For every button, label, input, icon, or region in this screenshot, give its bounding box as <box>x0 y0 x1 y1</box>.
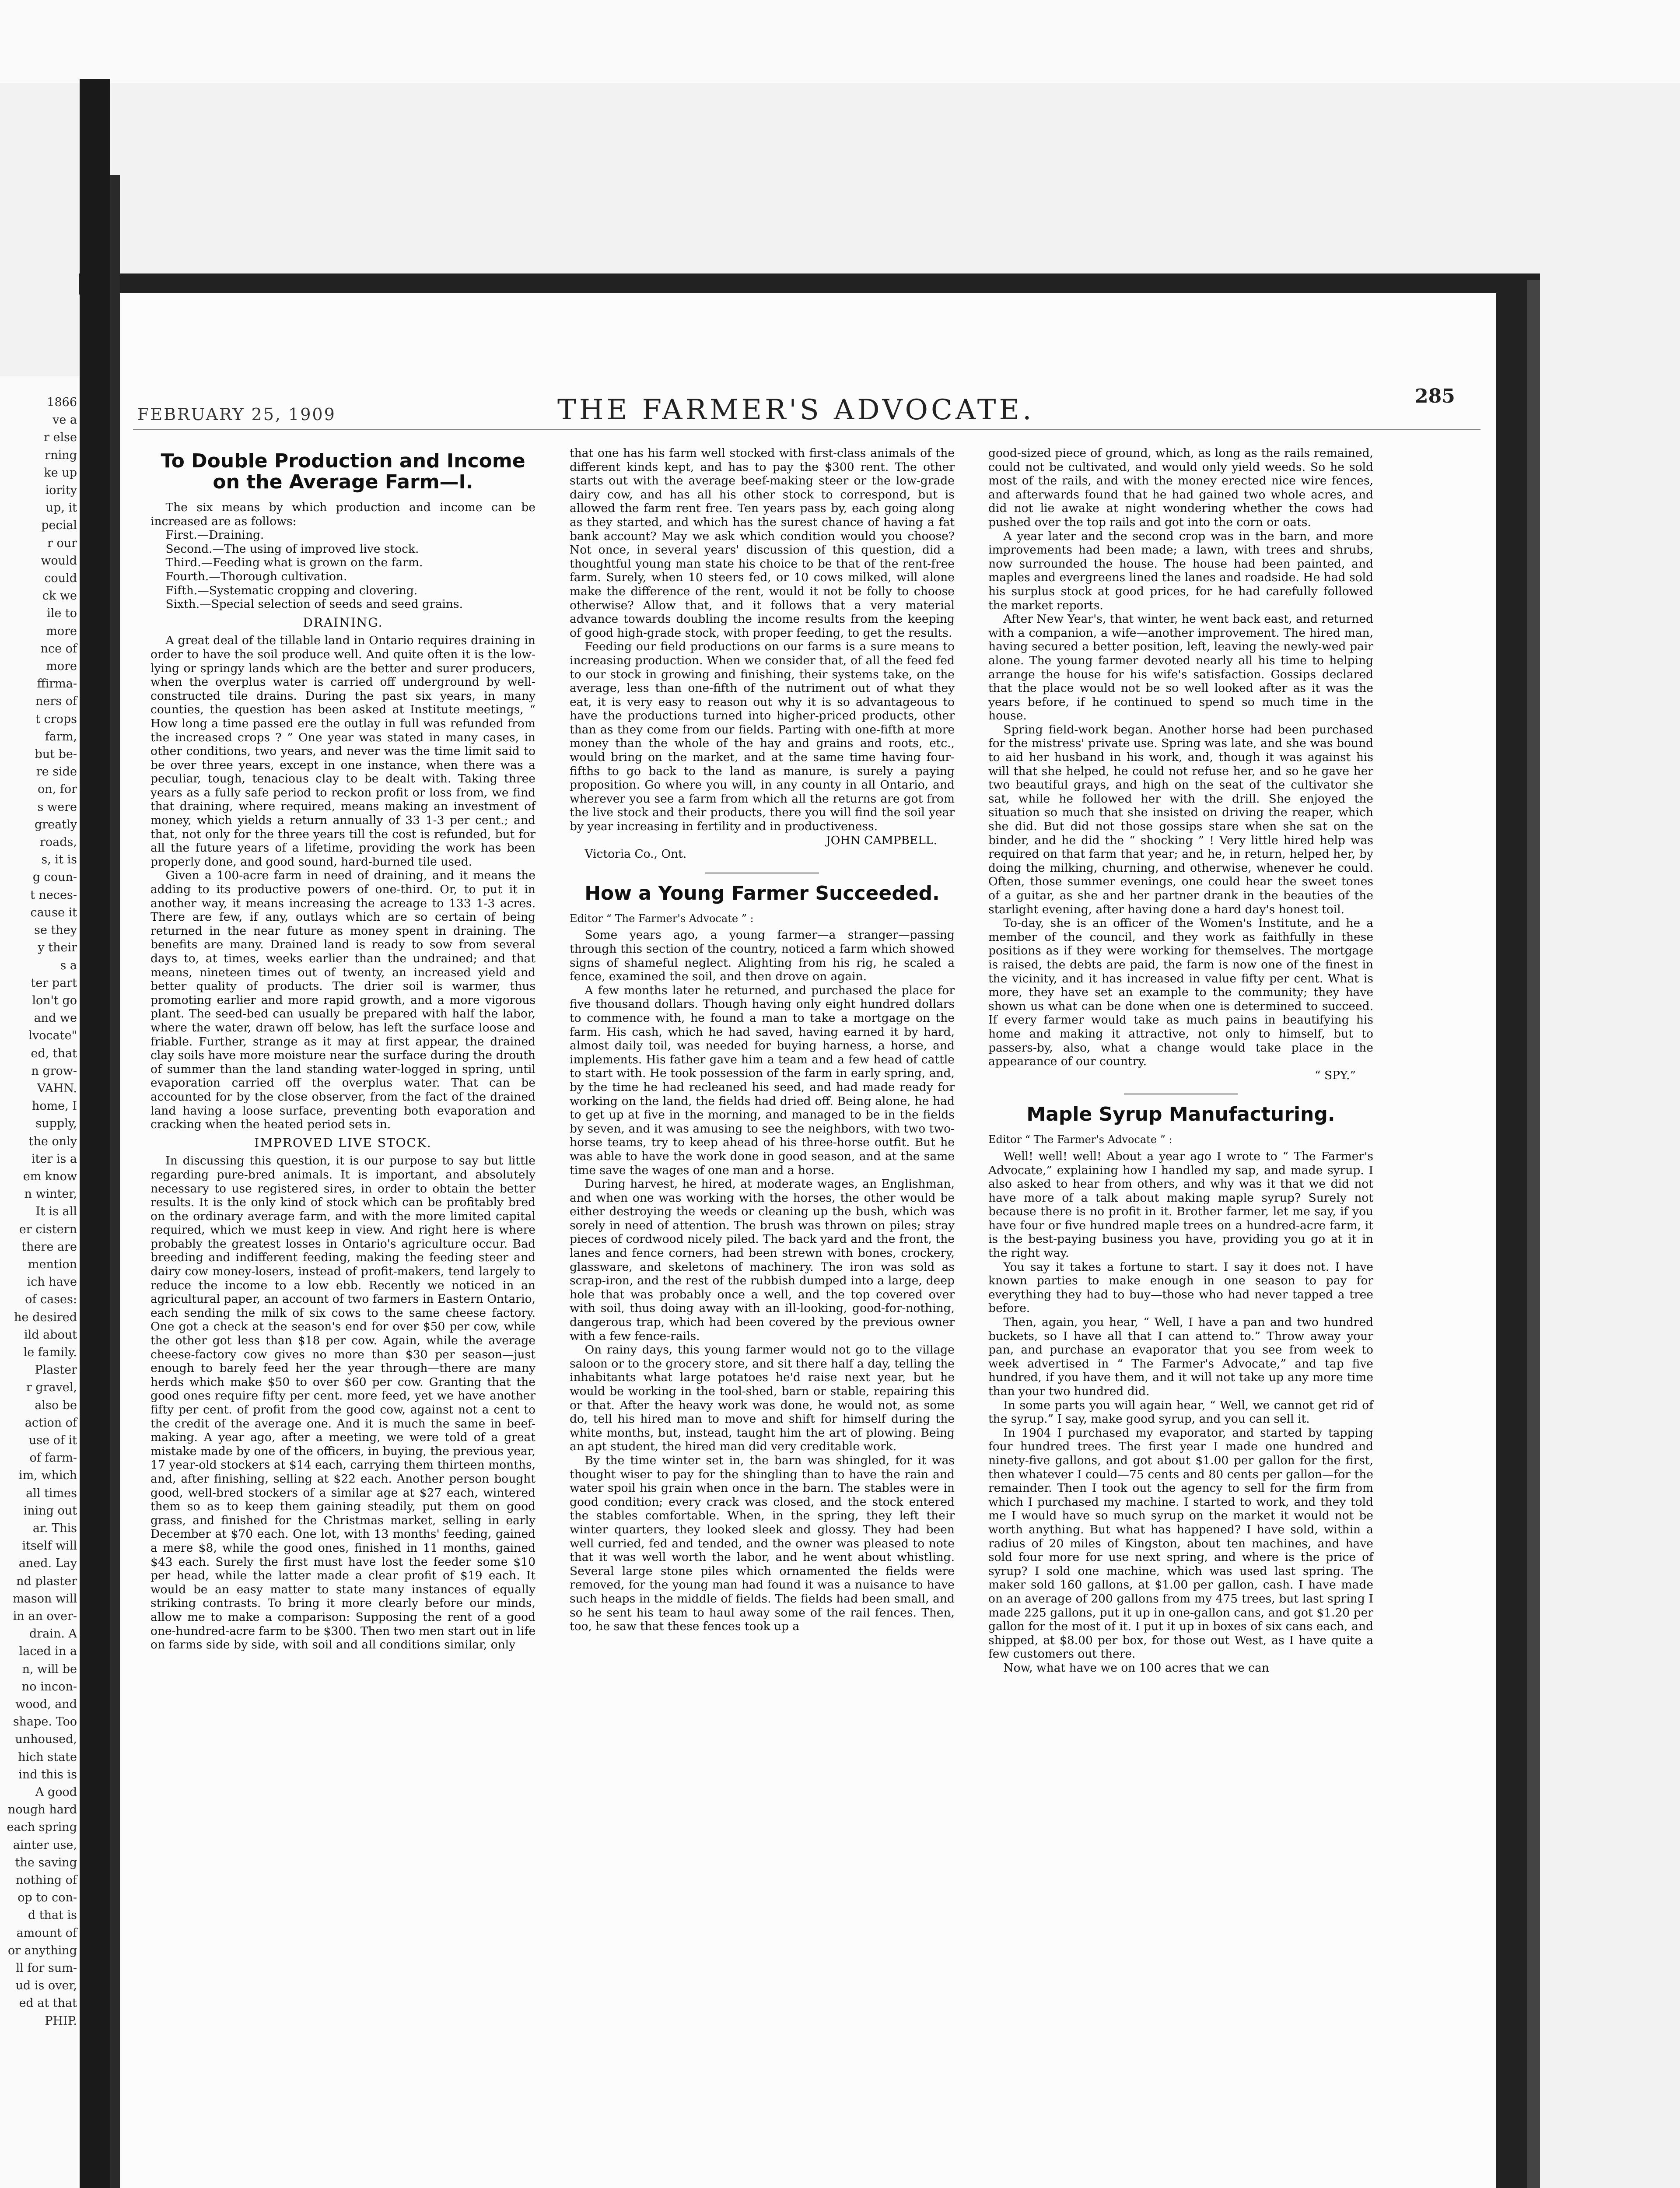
paragraph: In discussing this question, it is our purpose to say but little regarding pure-bred animals. It is important, and absolutely necessary to use registered sires, in order to obtain the better results. It is the only kind of stock which can be profitably bred on the ordinary average farm, and with the more limited capital required, which we must keep in view. And right here is where probably the greatest losses in Ontario's agriculture occur. Bad breeding and indifferent feeding, making the feeding steer and dairy cow money-losers, instead of profit-makers, tend largely to reduce the income to a low ebb. Recently we noticed in an agricultural paper, an account of two farmers in Eastern Ontario, each sending the milk of six cows to the same cheese factory. One got a check at the season's end for over $50 per cow, while the other got less than $18 per cow. Again, while the average cheese-factory cow gives no more than $30 per season—just enough to barely feed her the year through—there are many herds which make $50 to over $60 per cow. Granting that the good ones require fifty per cent. more feed, yet we have another fifty per cent. of profit from the good cow, against not a cent to the credit of the average one. And it is much the same in beef-making. A year ago, after a meeting, we were told of a great mistake made by one of the officers, in buying, the previous year, 17 year-old stockers at $14 each, carrying them thirteen months, and, after finishing, selling at $22 each. Another person bought good, well-bred stockers of a similar age at $27 each, wintered them so as to keep them gaining steadily, put them on good grass, and finished for the Christmas market, selling in early December at $70 each. One lot, with 13 months' feeding, gained a mere $8, while the good ones, finished in 11 months, gained $43 each. Surely the first must have lost the feeder some $10 per head, while the latter made a clear profit of $19 each. It would be an easy matter to state many instances of equally striking contrasts. To bring it more clearly before our minds, allow me to make a comparison: Supposing the rent of a good one-hundred-acre farm to be $300. Then two men start out in life on farms side by side, with soil and all conditions similar, only <box>150 1154 536 1652</box>
left-page-line: er cistern <box>19 1222 77 1236</box>
top-margin <box>0 0 1680 83</box>
page-right-shadow-edge <box>1527 280 1540 2188</box>
column-1 <box>150 446 536 1652</box>
left-page-line: there are <box>21 1240 77 1254</box>
left-page-line: VAHN. <box>37 1081 77 1095</box>
left-partial-page <box>0 376 80 2188</box>
left-page-line: ll for sum- <box>16 1961 77 1975</box>
left-page-line: n winter, <box>24 1187 77 1201</box>
paragraph: Well! well! well! About a year ago I wrote to “ The Farmer's Advocate,” explaining how I handled my sap, and made syrup. I also asked to hear from others, and why was it that we did not have more of a talk about making maple syrup? Surely not because there is no profit in it. Brother farmer, let me say, if you have four or five hundred maple trees on a hundred-acre farm, it is the best-paying business you have, providing you go at it in the right way. <box>988 1149 1373 1260</box>
article-headline: To Double Production and Income on the Average Farm—I. <box>161 450 525 493</box>
book-gutter <box>80 79 110 2188</box>
list-item: First.—Draining. <box>165 528 264 542</box>
left-page-line: PHIP. <box>45 2014 77 2028</box>
left-page-line: but be- <box>35 747 77 761</box>
left-page-line: n, will be <box>22 1662 77 1676</box>
left-page-line: greatly <box>34 817 77 831</box>
left-page-line: no incon- <box>21 1680 77 1694</box>
left-page-line: mason will <box>13 1592 77 1606</box>
left-page-line: or anything <box>7 1943 77 1957</box>
page-top-shadow <box>79 274 1540 295</box>
left-page-line: amount of <box>16 1926 77 1940</box>
editor-salutation: Editor “ The Farmer's Advocate ” : <box>570 912 754 925</box>
left-page-fragments <box>0 394 80 2030</box>
left-page-line: more <box>46 659 77 673</box>
left-page-line: t crops <box>35 712 77 726</box>
left-page-line: se they <box>34 923 77 937</box>
header-rule <box>133 429 1480 430</box>
page-right-shadow <box>1496 293 1527 2188</box>
left-page-line: ck we <box>42 589 77 603</box>
left-page-line: em know <box>23 1169 77 1183</box>
left-page-line: ainter use, <box>13 1838 77 1852</box>
book-gutter-edge <box>110 175 120 2188</box>
left-page-line: ed at that <box>19 1996 77 2010</box>
left-page-line: A good <box>35 1785 77 1799</box>
article-headline: How a Young Farmer Succeeded. <box>584 882 940 905</box>
left-page-line: ud is over, <box>15 1979 77 1993</box>
left-page-line: t neces- <box>30 888 77 902</box>
left-page-line: cause it <box>30 905 77 919</box>
article-headline: Maple Syrup Manufacturing. <box>1026 1103 1335 1126</box>
left-page-line: the only <box>28 1134 77 1148</box>
left-page-line: could <box>44 572 77 586</box>
paragraph: A year later and the second crop was in the barn, and more improvements had been made; a lawn, with trees and shrubs, now surrounded the house. The house had been painted, and maples and evergreens lined the lanes and roadside. He had sold his surplus stock at good prices, for he had carefully followed the market reports. <box>988 529 1373 612</box>
left-page-line: s a <box>60 958 77 972</box>
paragraph: A few months later he returned, and purchased the place for five thousand dollars. Though having only eight hundred dollars to commence with, he found a man to take a mortgage on the farm. His cash, which he had saved, having earned it by hard, almost daily toil, was needed for buying harness, a horse, and implements. His father gave him a team and a few head of cattle to start with. He took possession of the farm in early spring, and, by the time he had recleaned his seed, and had made ready for working on the land, the fields had dried off. Being alone, he had to get up at five in the morning, and managed to be in the fields by seven, and it was amusing to see the neighbors, with two two-horse teams, try to keep ahead of his three-horse outfit. But he was able to have the work done in good season, and at the same time save the wages of one man and a horse. <box>570 983 955 1177</box>
left-page-line: r else <box>44 431 77 445</box>
left-page-line: all times <box>26 1486 77 1500</box>
left-page-line: s, it is <box>41 853 77 867</box>
header-date: FEBRUARY 25, 1909 <box>137 405 336 424</box>
left-page-line: It is all <box>35 1205 77 1219</box>
left-page-line: the saving <box>15 1855 77 1869</box>
signature: JOHN CAMPBELL. <box>826 833 937 847</box>
left-page-line: y their <box>38 941 77 955</box>
paragraph: that one has his farm well stocked with first-class animals of the different kinds kept, and has to pay the $300 rent. The other starts out with the average beef-making steer or the low-grade dairy cow, and has all his other stock to correspond, but is allowed the farm rent free. Ten years pass by, each going along as they started, and which has the surest chance of having a fat bank account? May we ask which condition would you choose? Not once, in several years' discussion of this question, did a thoughtful young man state his choice to be that of the rent-free farm. Surely, when 10 steers fed, or 10 cows milked, will alone make the difference of the rent, would it not be folly to choose otherwise? Allow that, and it follows that a very material advance towards doubling the income results from the keeping of good high-grade stock, with proper feeding, to get the results. <box>570 446 955 640</box>
left-page-line: ners of <box>35 694 77 708</box>
left-page-line: ar. This <box>32 1522 77 1535</box>
left-page-line: s were <box>37 800 77 814</box>
left-page-line: use of it <box>28 1433 77 1447</box>
left-page-line: ed, that <box>31 1046 77 1060</box>
left-page-line: of cases: <box>25 1293 77 1307</box>
paragraph: Some years ago, a young farmer—a stranger—passing through this section of the country, noticed a farm which showed signs of shameful neglect. Alighting from his rig, he scaled a fence, examined the soil, and then drove on again. <box>570 928 955 984</box>
left-page-line: hich state <box>18 1750 77 1764</box>
left-page-line: he desired <box>14 1310 77 1324</box>
paragraph: On rainy days, this young farmer would not go to the village saloon or to the grocery store, and sit there half a day, telling the inhabitants what large potatoes he'd raise next year, but he would be working in the tool-shed, barn or stable, repairing this or that. After the heavy work was done, he would not, as some do, tell his hired man to move and shift for himself during the white months, but, instead, taught him the art of plowing. Being an apt student, the hired man did very creditable work. <box>570 1343 955 1454</box>
article-intro: The six means by which production and income can be increased are as follows: <box>150 501 536 528</box>
left-page-line: nd plaster <box>16 1574 77 1588</box>
left-page-line: lvocate" <box>28 1029 77 1043</box>
paragraph: Given a 100-acre farm in need of draining, and it means the adding to its productive powers of one-third. Or, to put it in another way, it means increasing the acreage to 133 1-3 acres. There are few, if any, outlays which are so certain of being returned in the near future as money spent in draining. The benefits are many. Drained land is ready to sow from several days to, at times, weeks earlier than the undrained; and that means, nineteen times out of twenty, an increased yield and better quality of products. The drier soil is warmer, thus promoting earlier and more rapid growth, and a more vigorous plant. The seed-bed can usually be prepared with half the labor, where the water, drawn off below, has left the surface loose and friable. Further, strange as it may at first appear, the drained clay soils have more moisture near the surface during the drouth of summer than the land standing water-logged in spring, until evaporation carried off the overplus water. That can be accounted for by the close observer, from the fact of the drained land having a loose surface, preventing both evaporation and cracking when the heated period sets in. <box>150 869 536 1132</box>
left-page-line: le family. <box>23 1345 77 1359</box>
left-page-line: 1866 <box>47 396 77 409</box>
left-page-line: itself will <box>22 1539 77 1553</box>
dateline: Victoria Co., Ont. <box>584 847 687 861</box>
left-page-line: roads, <box>40 835 77 849</box>
section-heading: IMPROVED LIVE STOCK. <box>254 1135 432 1150</box>
paragraph: During harvest, he hired, at moderate wages, an Englishman, and when one was working with the horses, the other would be either destroying the weeds or cleaning up the bush, which was sorely in need of attention. The brush was thrown on piles; stray pieces of cordwood nicely piled. The back yard and the front, the lanes and fence corners, had been strewn with bones, crockery, glassware, and skeletons of machinery. The iron was sold as scrap-iron, and the rest of the rubbish dumped into a large, deep hole that was probably once a well, and the top covered over with soil, thus doing away with an ill-looking, good-for-nothing, dangerous trap, which had been covered by the previous owner with a few fence-rails. <box>570 1177 955 1343</box>
paragraph: Then, again, you hear, “ Well, I have a pan and two hundred buckets, so I have all that I can attend to.” Throw away your pan, and purchase an evaporator that you see from week to week advertised in “ The Farmer's Advocate,” and tap five hundred, if you have them, and it will not take up any more time than your two hundred did. <box>988 1315 1373 1398</box>
left-page-line: nce of <box>40 642 77 656</box>
left-page-line: ind this is <box>18 1767 77 1781</box>
list-item: Fifth.—Systematic cropping and clovering. <box>165 583 418 597</box>
paragraph: In 1904 I purchased my evaporator, and started by tapping four hundred trees. The first year I made one hundred and ninety-five gallons, and got about $1.00 per gallon for the first, then whatever I could—75 cents and 80 cents per gallon—for the remainder. Then I took out the agency to sell for the firm from which I purchased my machine. I started to work, and they told me I would have so much syrup on the market it would not be worth anything. But what has happened? I have sold, within a radius of 20 miles of Kingston, about ten machines, and have sold four more for use next spring, and where is the price of syrup? I sold one machine, which was used last spring. The maker sold 160 gallons, at $1.00 per gallon, cash. I have made on an average of 200 gallons from my 475 trees, but last spring I made 225 gallons, put it up in one-gallon cans, and got $1.20 per gallon for the most of it. I put it up in boxes of six cans each, and shipped, at $8.00 per box, for those out West, as I have quite a few customers out there. <box>988 1426 1373 1661</box>
left-page-line: nothing of <box>15 1873 77 1887</box>
left-page-line: ve a <box>52 413 77 427</box>
left-page-line: mention <box>28 1257 77 1271</box>
left-page-line: g coun- <box>32 870 77 884</box>
left-page-line: unhoused, <box>15 1732 77 1746</box>
signature: “ SPY.” <box>1314 1068 1356 1082</box>
left-page-line: ild about <box>24 1328 77 1342</box>
paragraph: good-sized piece of ground, which, as long as the rails remained, could not be cultivated, and would only yield weeds. So he sold most of the rails, and with the money erected nice wire fences, and afterwards found that he had gained two whole acres, and did not lie awake at night wondering whether the cows had pushed over the top rails and got into the corn or oats. <box>988 446 1373 529</box>
left-page-line: Plaster <box>35 1363 77 1377</box>
left-page-line: lon't go <box>32 993 77 1007</box>
left-page-line: and we <box>34 1011 77 1025</box>
paragraph: After New Year's, that winter, he went back east, and returned with a companion, a wife—another improvement. The hired man, having secured a better position, left, leaving the newly-wed pair alone. The young farmer devoted nearly all his time to helping arrange the house for his wife's satisfaction. Gossips declared that the place would not be so well looked after as it was the years before, if he continued to spend so much time in the house. <box>988 612 1373 723</box>
left-page-line: also be <box>35 1398 77 1412</box>
paragraph: Spring field-work began. Another horse had been purchased for the mistress' private use. Spring was late, and she was bound to aid her husband in his work, and, though it was against his will that she helped, he could not refuse her, and so he gave her two beautiful grays, and high on the seat of the cultivator she sat, while he followed her with the drill. She enjoyed the situation so much that she insisted on driving the reaper, which she did. But did not those gossips stare when she sat on the binder, and he did the “ shocking ” ! Very little hired help was required on that farm that year; and he, in return, helped her, by doing the milking, churning, and otherwise, whenever he could. Often, those summer evenings, one could hear the sweet tones of a guitar, as she and her partner drank in the beauties of the starlight evening, after having done a hard day's honest toil. <box>988 722 1373 916</box>
left-page-line: in an over- <box>13 1609 77 1623</box>
means-list <box>150 528 536 611</box>
left-page-line: re side <box>36 765 77 779</box>
left-page-line: n grow- <box>31 1064 77 1078</box>
left-page-line: ke up <box>44 466 77 480</box>
left-page-line: ffirma- <box>37 677 77 691</box>
left-page-line: ining out <box>23 1504 77 1518</box>
left-page-line: ile to <box>47 607 77 621</box>
left-page-line: farm, <box>45 729 77 743</box>
left-page-line: op to con- <box>18 1891 77 1905</box>
masthead-title: THE FARMER'S ADVOCATE. <box>557 394 1035 426</box>
editor-salutation: Editor “ The Farmer's Advocate ” : <box>988 1133 1172 1146</box>
left-page-line: wood, and <box>15 1697 77 1711</box>
list-item: Second.—The using of improved live stock. <box>165 542 419 556</box>
paragraph: Feeding our field productions on our farms is a sure means to increasing production. When we consider that, of all the feed fed to our stock in growing and finishing, their systems take, on the average, less than one-fifth of the nutriment out of what they eat, it is very easy to reason out why it is so advantageous to have the productions turned into higher-priced products, other than as they come from our fields. Parting with one-fifth at more money than the whole of the hay and grains and roots, etc., would bring on the market, and at the same time having four-fifths to go back to the land as manure, is surely a paying proposition. Go where you will, in any county in all Ontario, and wherever you see a farm from which all the returns are got from the live stock and their products, there you will find the soil year by year increasing in fertility and in productiveness. <box>570 640 955 834</box>
left-page-line: aned. Lay <box>18 1557 77 1571</box>
left-page-line: would <box>41 554 77 568</box>
left-page-line: shape. Too <box>13 1715 77 1729</box>
left-page-line: d that is <box>28 1908 77 1922</box>
list-item: Sixth.—Special selection of seeds and seed grains. <box>165 597 463 611</box>
paragraph: In some parts you will again hear, “ Well, we cannot get rid of the syrup.” I say, make good syrup, and you can sell it. <box>988 1398 1373 1426</box>
left-page-line: laced in a <box>19 1645 77 1659</box>
left-page-line: up, it <box>46 501 77 515</box>
paragraph: A great deal of the tillable land in Ontario requires draining in order to have the soil produce well. And quite often it is the low-lying or springy lands which are the better and surer producers, when the overplus water is carried off underground by well-constructed tile drains. During the past six years, in many counties, the question has been asked at Institute meetings, “ How long a time passed ere the outlay in full was refunded from the increased crops ? ” One year was stated in many cases, in other conditions, two years, and never was the time limit said to be over three years, except in one instance, when there was a peculiar, tough, tenacious clay to be dealt with. Taking three years as a fully safe period to reckon profit or loss from, we find that draining, where required, means making an investment of money, which yields a return annually of 33 1-3 per cent.; and that, not only for the three years till the cost is refunded, but for all the future years of a lifetime, providing the work has been properly done, and good sound, hard-burned tile used. <box>150 634 536 869</box>
left-page-line: on, for <box>38 782 77 796</box>
paragraph: You say it takes a fortune to start. I say it does not. I have known parties to make enough in one season to pay for everything they had to buy—those who had never tapped a tree before. <box>988 1260 1373 1315</box>
left-page-line: pecial <box>41 519 77 533</box>
left-page-line: each spring <box>7 1820 77 1834</box>
left-page-line: rning <box>45 448 77 462</box>
section-heading: DRAINING. <box>303 615 383 630</box>
left-page-line: home, I <box>32 1099 77 1113</box>
left-page-line: ich have <box>27 1275 77 1289</box>
left-page-line: iority <box>45 484 77 498</box>
column-2 <box>570 446 955 1634</box>
left-page-line: action of <box>24 1416 77 1430</box>
left-page-line: r our <box>47 536 77 550</box>
list-item: Third.—Feeding what is grown on the farm. <box>165 556 423 570</box>
column-3 <box>988 446 1373 1675</box>
left-page-line: drain. A <box>29 1627 77 1641</box>
left-page-line: more <box>46 624 77 638</box>
left-page-line: iter is a <box>31 1152 77 1166</box>
left-page-line: of farm- <box>29 1451 77 1465</box>
page-number: 285 <box>1415 385 1455 407</box>
paragraph: To-day, she is an officer of the Women's Institute, and he a member of the council, and they work as faithfully in these positions as if they were working for themselves. The mortgage is raised, the debts are paid, the farm is now one of the finest in the vicinity, and it has increased in value fifty per cent. What is more, they have set an example to the community; they have shown us what can be done when one is determined to succeed. If every farmer would take as much pains in beautifying his home and making it attractive, not only to himself, but to passers-by, also, what a change would take place in the appearance of our country. <box>988 916 1373 1069</box>
paragraph: By the time winter set in, the barn was shingled, for it was thought wiser to pay for the shingling than to have the rain and water spoil his grain when once in the barn. The stables were in good condition; every crack was closed, and the stock entered the stables comfortable. When, in the spring, they left their winter quarters, they looked sleek and glossy. They had been well curried, fed and tended, and the owner was pleased to note that it was well worth the labor, and he went about whistling. Several large stone piles which ornamented the fields were removed, for the young man had found it was a nuisance to have such heaps in the middle of fields. The fields had been small, and so he sent his team to haul away some of the rail fences. Then, too, he saw that these fences took up a <box>570 1453 955 1634</box>
left-page-line: im, which <box>18 1469 77 1483</box>
left-page-line: r gravel, <box>26 1381 77 1395</box>
paragraph: Now, what have we on 100 acres that we can <box>1003 1661 1269 1675</box>
left-page-line: ter part <box>31 976 77 990</box>
list-item: Fourth.—Thorough cultivation. <box>165 569 347 583</box>
newspaper-page <box>120 293 1496 2188</box>
left-page-line: nough hard <box>8 1803 77 1817</box>
left-page-line: supply, <box>35 1117 77 1131</box>
